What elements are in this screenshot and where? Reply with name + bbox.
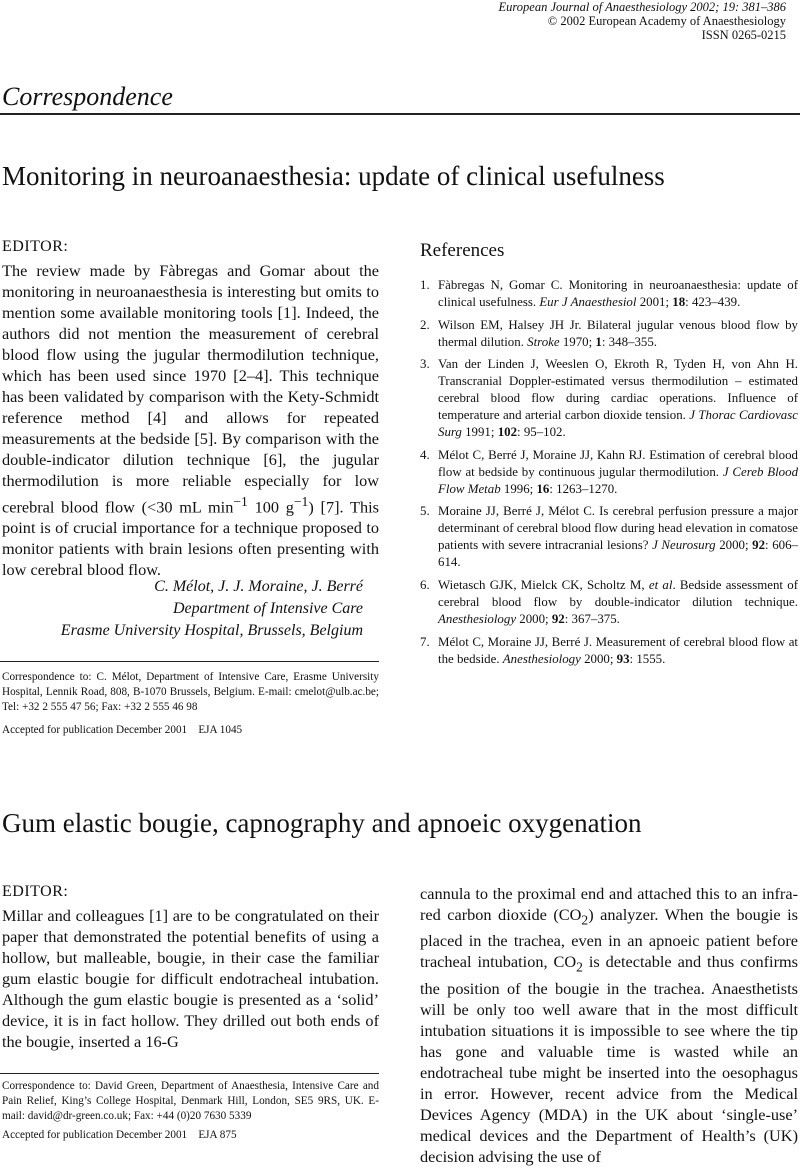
letter1-editor: EDITOR:: [2, 238, 69, 255]
section-rule: [0, 113, 800, 115]
reference-item: 1. Fàbregas N, Gomar C. Monitoring in neuroanaesthesia: update of clinical usefulness. Eur J Anaesthesiol 2001; 18: 423–439.: [420, 278, 798, 309]
letter2-editor: EDITOR:: [2, 883, 69, 900]
reference-item: 6. Wietasch GJK, Mielck CK, Scholtz M, et al. Bedside assessment of cerebral blood flow by double-indicator dilution technique. Anesthesiology 2000; 92: 367–375.: [420, 577, 798, 626]
letter2-body-left: Millar and colleagues [1] are to be congratulated on their paper that demonstrated the potential benefits of using a hollow, but malleable, bougie, in their case the familiar gum elastic bougie for difficult endotracheal intubation. Although the gum elastic bougie is presented as a ‘solid’ device, it is in fact hollow. They drilled out both ends of the bougie, inserted a 16-G: [2, 906, 379, 1051]
letter1-accepted: Accepted for publication December 2001 EJA 1045: [2, 724, 243, 736]
issn-line: ISSN 0265-0215: [701, 28, 786, 42]
reference-item: 4. Mélot C, Berré J, Moraine JJ, Kahn RJ. Estimation of cerebral blood flow at bedside by continuous jugular thermodilution. J Cereb Blood Flow Metab 1996; 16: 1263–1270.: [420, 447, 799, 496]
letter1-hospital: Erasme University Hospital, Brussels, Belgium: [60, 622, 363, 639]
letter1-authors: C. Mélot, J. J. Moraine, J. Berré: [154, 578, 363, 595]
reference-item: 5. Moraine JJ, Berré J, Mélot C. Is cerebral perfusion pressure a major determinant of cerebral blood flow during head elevation in comatose patients with severe intracranial lesions? J Neurosurg 2000; 92: 606–614.: [420, 504, 798, 570]
letter1-signature: [61, 576, 363, 642]
letter1-department: Department of Intensive Care: [172, 600, 363, 617]
letter2-footnote-rule: [0, 1073, 379, 1074]
reference-item: 7. Mélot C, Moraine JJ, Berré J. Measurement of cerebral blood flow at the bedside. Anesthesiology 2000; 93: 1555.: [420, 634, 798, 666]
letter1-body: The review made by Fàbregas and Gomar about the monitoring in neuroanaesthesia is interesting but omits to mention some available monitoring tools [1]. Indeed, the authors did not mention the measurement of cerebral blood flow using the jugular thermodilution technique, which has been used since 1970 [2–4]. This technique has been validated by comparison with the Kety-Schmidt reference method [4] and allows for repeated measurements at the bedside [5]. By comparison with the double-indicator dilution technique [6], the jugular thermodilution is more reliable especially for low cerebral blood flow (<30 mL $\min^{-1} 100$ $g^{-1}$) [7]. This point is of crucial importance for a technique proposed to monitor patients with brain lesions often presenting with low cerebral blood flow.: [2, 261, 379, 580]
letter2-body-right: cannula to the proximal end and attached this to an infra-red carbon dioxide $(CO_2)$ analyzer. When the bougie is placed in the trachea, even in an apnoeic patient before tracheal intubation, $CO_2$ is detectable and thus confirms the position of the bougie in the trachea. Anaesthetists will be only too well aware that in the most difficult intubation situations it is impossible to see where the tip has gone and valuable time is wasted while an endotracheal tube might be inserted into the oesophagus in error. However, recent advice from the Medical Devices Agency (MDA) in the UK about ‘single-use’ medical devices and the Department of Health’s (UK) decision advising the use of: [420, 884, 799, 1166]
letter1-footnote-rule: [0, 661, 379, 662]
letter1-title: Monitoring in neuroanaesthesia: update of clinical usefulness: [2, 161, 665, 191]
section-label: Correspondence: [2, 82, 173, 111]
journal-citation: European Journal of Anaesthesiology 2002; 19: 381–386: [498, 0, 786, 14]
references-heading: References: [420, 240, 505, 261]
letter2-title: Gum elastic bougie, capnography and apnoeic oxygenation: [2, 808, 642, 838]
references-list: [420, 277, 798, 673]
journal-header: [499, 0, 786, 42]
reference-item: 2. Wilson EM, Halsey JH Jr. Bilateral jugular venous blood flow by thermal dilution. Stroke 1970; 1: 348–355.: [420, 317, 798, 349]
copyright-line: © 2002 European Academy of Anaesthesiology: [547, 14, 786, 28]
letter1-footnote: Correspondence to: C. Mélot, Department of Intensive Care, Erasme University Hospital, Lennik Road, 808, B-1070 Brussels, Belgium. E-mail: cmelot@ulb.ac.be; Tel: +32 2 555 47 56; Fax: +32 2 555 46 98: [2, 671, 379, 713]
letter2-accepted: Accepted for publication December 2001 EJA 875: [2, 1129, 237, 1141]
reference-item: 3. Van der Linden J, Weeslen O, Ekroth R, Tyden H, von Ahn H. Transcranial Doppler-estimated versus thermodilution – estimated cerebral blood flow during cardiac operations. Influence of temperature and arterial carbon dioxide tension. J Thorac Cardiovasc Surg 1991; 102: 95–102.: [420, 357, 798, 440]
letter2-footnote: Correspondence to: David Green, Department of Anaesthesia, Intensive Care and Pain Relief, King’s College Hospital, Denmark Hill, London, SE5 9RS, UK. E-mail: david@dr-green.co.uk; Fax: +44 (0)20 7630 5339: [2, 1080, 379, 1122]
